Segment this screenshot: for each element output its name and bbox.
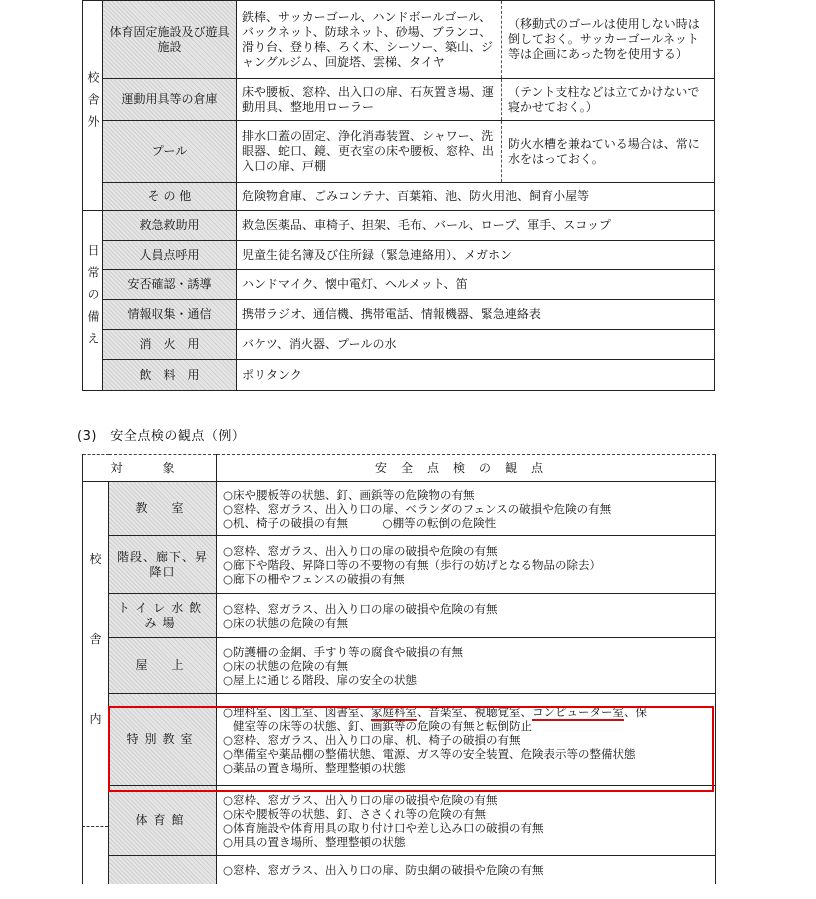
table-row	[83, 330, 715, 360]
notes-cell: （テント支柱などは立てかけないで寝かせておく。）	[502, 79, 715, 121]
category-cell: 安否確認・誘導	[103, 270, 237, 300]
items-cell: 排水口蓋の固定、浄化消毒装置、シャワー、洗眼器、蛇口、鏡、更衣室の床や腰板、窓枠、出入口の扉、戸棚	[237, 121, 502, 183]
dashed-divider	[82, 826, 108, 827]
table-row	[83, 786, 716, 856]
notes-cell: 防火水槽を兼ねている場合は、常に水をはっておく。	[502, 121, 715, 183]
category-cell: 体育館	[109, 786, 217, 856]
table-row	[83, 1, 715, 79]
items-cell: 床や腰板、窓枠、出入口の扉、石灰置き場、運動用具、整地用ローラー	[237, 79, 502, 121]
table-row	[83, 79, 715, 121]
category-cell: 人員点呼用	[103, 241, 237, 270]
category-cell: 屋 上	[109, 638, 217, 694]
category-cell: 救急救助用	[103, 211, 237, 241]
table-row-special-rooms	[83, 694, 716, 786]
items-cell: 鉄棒、サッカーゴール、ハンドボールゴール、バックネット、防球ネット、砂場、ブランコ、滑り台、登り棒、ろく木、シーソー、築山、ジャングルジム、回旋塔、雲梯、タイヤ	[237, 1, 502, 79]
points-cell: ○窓枠、窓ガラス、出入り口の扉の破損や危険の有無 ○廊下や階段、昇降口等の不要物の有無（歩行の妨げとなる物品の除去） ○廊下の柵やフェンスの破損の有無	[217, 536, 716, 594]
category-cell: 階段、廊下、昇降口	[109, 536, 217, 594]
category-cell: トイレ水飲み場	[109, 594, 217, 638]
table-row	[83, 241, 715, 270]
category-cell: 情報収集・通信	[103, 300, 237, 330]
items-cell: 救急医薬品、車椅子、担架、毛布、バール、ロープ、軍手、スコップ	[237, 211, 715, 241]
items-cell: バケツ、消火器、プールの水	[237, 330, 715, 360]
table-row	[83, 211, 715, 241]
category-cell: そ の 他	[103, 183, 237, 211]
table-row	[83, 536, 716, 594]
inspection-table	[82, 454, 716, 884]
group-label-daily: 日常の備え	[83, 211, 103, 391]
notes-cell: （移動式のゴールは使用しない時は倒しておく。サッカーゴールネット等は企画にあった物を使用する）	[502, 1, 715, 79]
table-row	[83, 360, 715, 391]
points-cell: ○床や腰板等の状態、釘、画鋲等の危険物の有無 ○窓枠、窓ガラス、出入り口の扉、ベランダのフェンスの破損や危険の有無 ○机、椅子の破損の有無 ○棚等の転倒の危険性	[217, 482, 716, 536]
items-cell: ポリタンク	[237, 360, 715, 391]
header-points: 安全点検の観点	[375, 460, 558, 475]
points-cell: ○窓枠、窓ガラス、出入り口の扉、防虫網の破損や危険の有無	[217, 856, 716, 884]
home-economics-room-underline: 家庭科室	[371, 704, 418, 719]
table-row	[83, 300, 715, 330]
category-cell: プール	[103, 121, 237, 183]
header-target: 対 象	[83, 455, 217, 482]
table-row	[83, 638, 716, 694]
points-cell: ○窓枠、窓ガラス、出入り口の扉の破損や危険の有無 ○床の状態の危険の有無	[217, 594, 716, 638]
table-row	[83, 121, 715, 183]
items-cell: ハンドマイク、懐中電灯、ヘルメット、笛	[237, 270, 715, 300]
items-cell: 児童生徒名簿及び住所録（緊急連絡用）、メガホン	[237, 241, 715, 270]
table-row	[83, 270, 715, 300]
group-label-inside: 校 舎 内	[83, 482, 109, 884]
table-header-row	[83, 455, 716, 482]
points-cell: ○理科室、図工室、図書室、家庭科室、音楽室、視聴覚室、コンピューター室、保 健室等の床等の状態、釘、画鋲等の危険の有無と転倒防止 ○窓枠、窓ガラス、出入り口の扉、机、椅子の破損の有無 ○準備室や薬品棚の整備状態、電源、ガス等の安全装置、危険表示等の整備状態 ○薬品の置き場所、整理整頓の状態	[217, 694, 716, 786]
category-cell: 体育固定施設及び遊具施設	[103, 1, 237, 79]
items-cell: 携帯ラジオ、通信機、携帯電話、情報機器、緊急連絡表	[237, 300, 715, 330]
category-cell: 飲 料 用	[103, 360, 237, 391]
category-cell: 特別教室	[109, 694, 217, 786]
equipment-table	[82, 0, 715, 391]
table-row	[83, 183, 715, 211]
table-row	[83, 594, 716, 638]
group-label-outside: 校舎外	[83, 1, 103, 211]
computer-room-underline: コンピューター室	[532, 704, 625, 719]
section-title: (3) 安全点検の観点（例）	[77, 429, 246, 444]
category-cell: 教 室	[109, 482, 217, 536]
category-cell	[109, 856, 217, 884]
points-cell: ○窓枠、窓ガラス、出入り口の扉の破損や危険の有無 ○床や腰板等の状態、釘、ささくれ等の危険の有無 ○体育施設や体育用具の取り付け口や差し込み口の破損の有無 ○用具の置き場所、整理整頓の状態	[217, 786, 716, 856]
category-cell: 運動用具等の倉庫	[103, 79, 237, 121]
table-row	[83, 482, 716, 536]
points-cell: ○防護柵の金網、手すり等の腐食や破損の有無 ○床の状態の危険の有無 ○屋上に通じる階段、扉の安全の状態	[217, 638, 716, 694]
category-cell: 消 火 用	[103, 330, 237, 360]
table-row	[83, 856, 716, 884]
items-cell: 危険物倉庫、ごみコンテナ、百葉箱、池、防火用池、飼育小屋等	[237, 183, 715, 211]
